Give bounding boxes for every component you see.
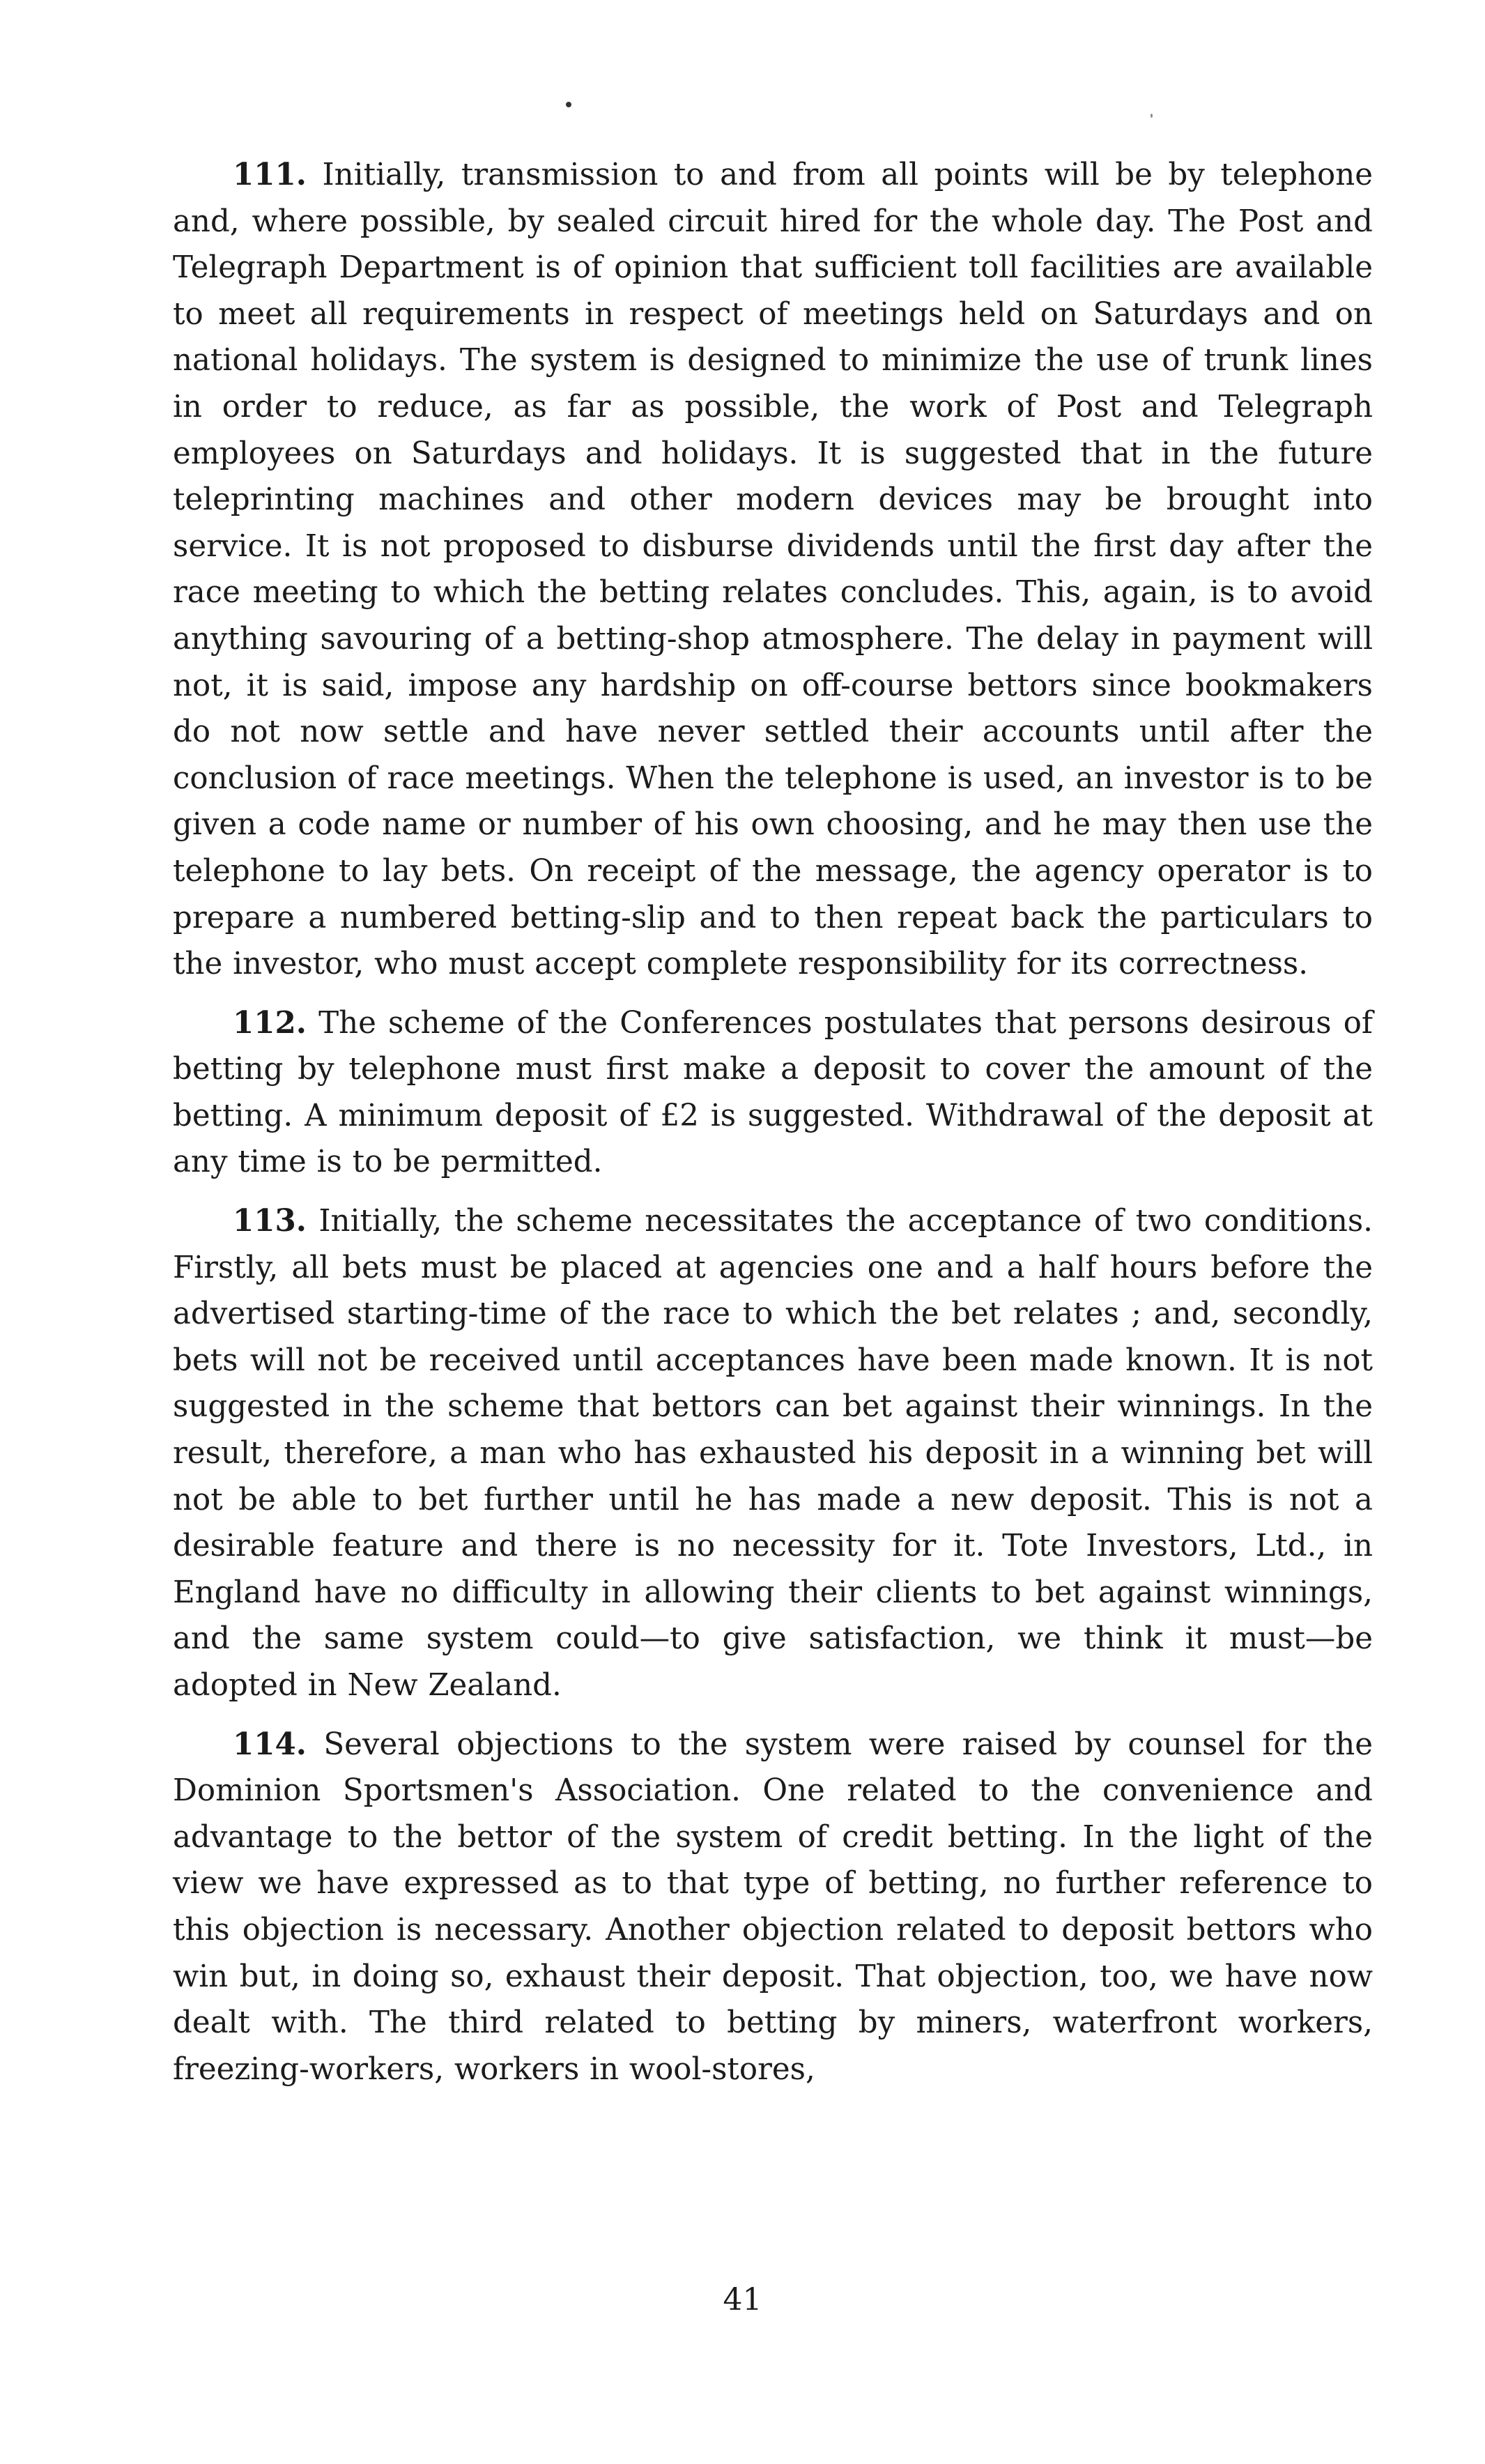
paragraph-113 — [173, 1198, 1373, 1709]
paragraph-text: Initially, the scheme necessitates the acceptance of two conditions. Firstly, all bets must be placed at agencies one and a half hours before the advertised starting-time of the race to which the bet relates ; and, secondly, bets will not be received until acceptances have been made known. It is not suggested in the scheme that bettors can bet against their winnings. In the result, therefore, a man who has exhausted his deposit in a winning bet will not be able to bet further until he has made a new deposit. This is not a desirable feature and there is no necessity for it. Tote Investors, Ltd., in England have no difficulty in allowing their clients to bet against winnings, and the same system could—to give satisfaction, we think it must—be adopted in New Zealand. — [173, 1204, 1373, 1703]
page-number: 41 — [723, 2282, 762, 2318]
scan-speck — [1151, 114, 1153, 118]
body-text — [173, 152, 1373, 2105]
paragraph-114 — [173, 1722, 1373, 2093]
paragraph-text: Several objections to the system were raised by counsel for the Dominion Sportsmen's Association. One related to the convenience and advantage to the bettor of the system of credit betting. In the light of the view we have expressed as to that type of betting, no further reference to this objection is necessary. Another objection related to deposit bettors who win but, in doing so, exhaust their deposit. That objection, too, we have now dealt with. The third related to betting by miners, waterfront workers, freezing-workers, workers in wool-stores, — [173, 1727, 1374, 2087]
paragraph-text: The scheme of the Conferences postulates that persons desirous of betting by telephone must first make a deposit to cover the amount of the betting. A minimum deposit of £2 is suggested. Withdrawal of the deposit at any time is to be permitted. — [173, 1005, 1373, 1180]
paragraph-112 — [173, 1000, 1373, 1186]
paragraph-number: 114. — [233, 1726, 307, 1762]
scan-speck — [566, 102, 571, 107]
paragraph-number: 113. — [233, 1203, 307, 1239]
paragraph-111 — [173, 152, 1373, 988]
paragraph-number: 112. — [233, 1004, 307, 1041]
paragraph-text: Initially, transmission to and from all points will be by telephone and, where possible, by sealed circuit hired for the whole day. The Post and Telegraph Department is of opinion that sufficient toll facilities are available to meet all requirements in respect of meetings held on Saturdays and on national holidays. The system is designed to minimize the use of trunk lines in order to reduce, as far as possible, the work of Post and Telegraph employees on Saturdays and holidays. It is suggested that in the future teleprinting machines and other modern devices may be brought into service. It is not proposed to disburse dividends until the first day after the race meeting to which the betting relates concludes. This, again, is to avoid anything savouring of a betting-shop atmosphere. The delay in payment will not, it is said, impose any hardship on off-course bettors since bookmakers do not now settle and have never settled their accounts until after the conclusion of race meetings. When the telephone is used, an investor is to be given a code name or number of his own choosing, and he may then use the telephone to lay bets. On receipt of the message, the agency operator is to prepare a numbered betting-slip and to then repeat back the particulars to the investor, who must accept complete responsibility for its correctness. — [173, 158, 1374, 982]
paragraph-number: 111. — [233, 157, 307, 192]
